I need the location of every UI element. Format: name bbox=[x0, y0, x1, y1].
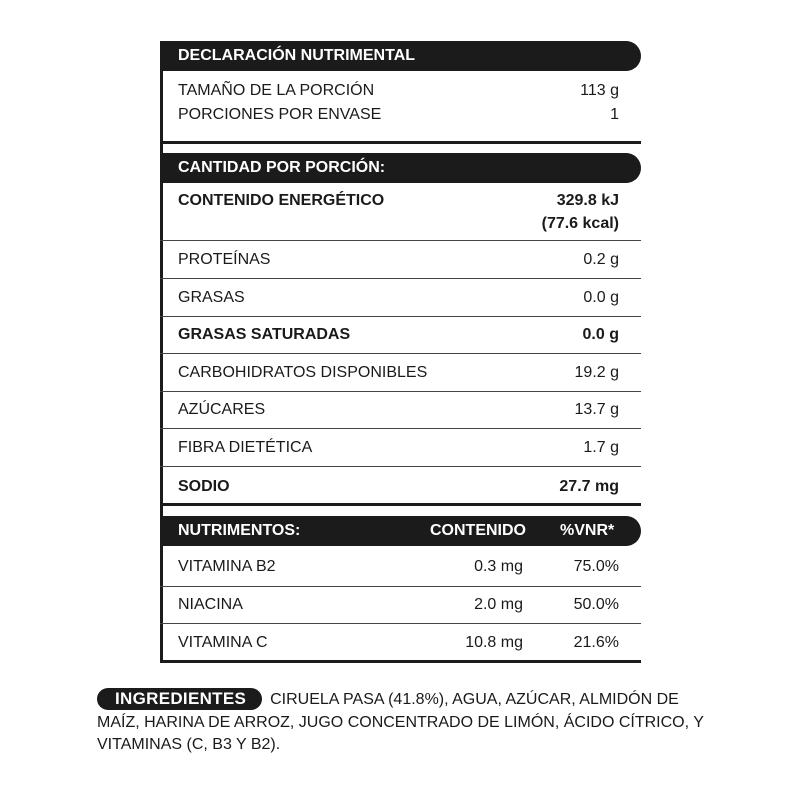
divider bbox=[160, 141, 641, 144]
divider bbox=[160, 503, 641, 506]
serving-size-value: 113 g bbox=[580, 82, 619, 99]
nutrient-value: 1.7 g bbox=[583, 439, 619, 456]
ingredients-label: INGREDIENTES bbox=[97, 688, 262, 710]
nutrient-value: 13.7 g bbox=[574, 401, 619, 418]
per-serving-title: CANTIDAD POR PORCIÓN: bbox=[178, 159, 386, 176]
divider bbox=[160, 428, 641, 429]
per-serving-header bbox=[160, 153, 641, 183]
vitamin-label: VITAMINA B2 bbox=[178, 558, 276, 575]
ingredients-block bbox=[97, 688, 717, 757]
bottom-border bbox=[160, 660, 641, 663]
nutrient-label: GRASAS bbox=[178, 289, 245, 306]
nutrient-label: GRASAS SATURADAS bbox=[178, 326, 351, 343]
nutrient-value: 0.0 g bbox=[583, 289, 619, 306]
left-border bbox=[160, 41, 163, 661]
nutrition-facts-panel bbox=[160, 0, 641, 670]
energy-kcal-value: (77.6 kcal) bbox=[541, 215, 619, 232]
nutrition-declaration-header bbox=[160, 41, 641, 71]
nutrient-value: 0.0 g bbox=[582, 326, 619, 343]
vitamin-content: 10.8 mg bbox=[465, 634, 523, 651]
nutrient-label: AZÚCARES bbox=[178, 401, 266, 418]
divider bbox=[160, 466, 641, 467]
nutrient-value: 27.7 mg bbox=[559, 478, 619, 495]
nutrition-declaration-title: DECLARACIÓN NUTRIMENTAL bbox=[178, 47, 416, 64]
divider bbox=[160, 391, 641, 392]
nutrient-label: PROTEÍNAS bbox=[178, 251, 271, 268]
vitamin-vnr: 75.0% bbox=[573, 558, 619, 575]
divider bbox=[160, 353, 641, 354]
divider bbox=[160, 586, 641, 587]
vitamin-label: VITAMINA C bbox=[178, 634, 268, 651]
portions-label: PORCIONES POR ENVASE bbox=[178, 106, 382, 123]
serving-size-label: TAMAÑO DE LA PORCIÓN bbox=[178, 82, 375, 99]
nutrient-label: SODIO bbox=[178, 478, 230, 495]
nutrients-column-content: CONTENIDO bbox=[430, 522, 526, 539]
nutrient-value: 0.2 g bbox=[583, 251, 619, 268]
vitamin-content: 2.0 mg bbox=[474, 596, 523, 613]
energy-kj-value: 329.8 kJ bbox=[556, 192, 619, 209]
divider bbox=[160, 316, 641, 317]
portions-value: 1 bbox=[610, 106, 619, 123]
nutrient-label: CARBOHIDRATOS DISPONIBLES bbox=[178, 364, 428, 381]
vitamin-vnr: 50.0% bbox=[573, 596, 619, 613]
nutrient-label: FIBRA DIETÉTICA bbox=[178, 439, 313, 456]
nutrients-column-vnr: %VNR* bbox=[560, 522, 615, 539]
vitamin-label: NIACINA bbox=[178, 596, 243, 613]
nutrients-header bbox=[160, 516, 641, 546]
divider bbox=[160, 240, 641, 241]
vitamin-vnr: 21.6% bbox=[573, 634, 619, 651]
divider bbox=[160, 623, 641, 624]
vitamin-content: 0.3 mg bbox=[474, 558, 523, 575]
divider bbox=[160, 278, 641, 279]
nutrients-column-name: NUTRIMENTOS: bbox=[178, 522, 301, 539]
nutrient-value: 19.2 g bbox=[574, 364, 619, 381]
ingredients-text: CIRUELA PASA (41.8%), AGUA, AZÚCAR, ALMIDÓN DE MAÍZ, HARINA DE ARROZ, JUGO CONCENTRADO DE LIMÓN, ÁCIDO CÍTRICO, Y VITAMINAS (C, B3 Y B2). bbox=[97, 691, 704, 753]
energy-label: CONTENIDO ENERGÉTICO bbox=[178, 192, 385, 209]
